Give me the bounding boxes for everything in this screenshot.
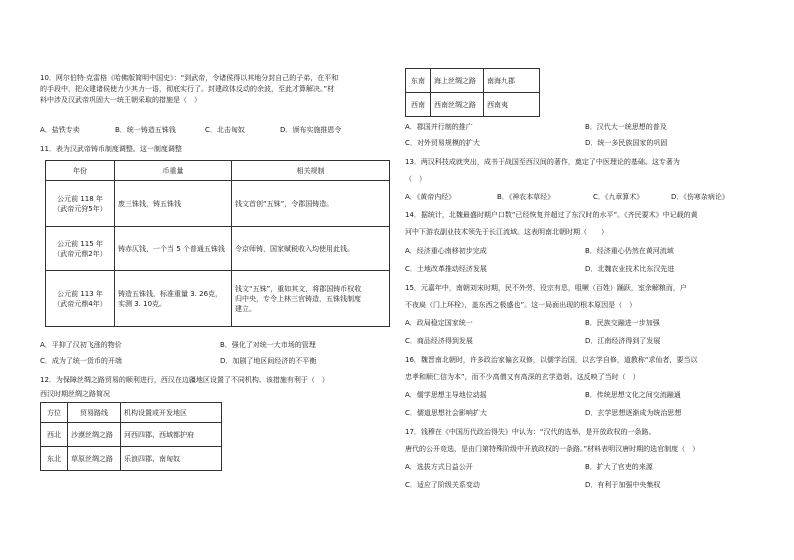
table-row xyxy=(46,271,390,327)
q13-option-a: A．《黄帝内经》 xyxy=(405,193,456,201)
table-row xyxy=(46,181,390,227)
table-row xyxy=(41,447,222,471)
q11-row2-coin: 铸赤仄钱，一个当 5 个普通五铢钱 xyxy=(115,227,232,271)
q13-stem-line2: （ ） xyxy=(405,175,426,183)
q14-option-b: B．经济重心仍然在黄河流域 xyxy=(585,247,674,255)
q12-row1-institution: 河西四郡、西域都护府 xyxy=(121,423,222,447)
q14-option-c: C．土地改革推动经济发展 xyxy=(405,265,487,273)
q11-row3-year1: 公元前 113 年 xyxy=(57,289,103,298)
q15-option-c: C．商品经济得到发展 xyxy=(405,337,473,345)
q15-option-b: B．民族交融进一步加强 xyxy=(585,319,660,327)
q11-option-a: A．平抑了汉初飞涨的物价 xyxy=(40,341,122,349)
q12-header-institution: 机构设置或开发地区 xyxy=(121,403,222,423)
q16-option-d: D．玄学思想逐渐成为统治思想 xyxy=(585,409,682,417)
q16-stem-line2: 忠孝和顺仁信为本”，而不少高僧又有高深的玄学造诣。这反映了当时（ ） xyxy=(405,373,640,381)
q11-row3-rule1: 钱文“五铢”，重如其文，将郡国铸币权收 xyxy=(235,284,362,293)
q16-stem-line1: 16．魏晋南北朝时，许多政治家偏玄双修，以儒学治国，以玄学自修，道教称“求仙者，要当以 xyxy=(405,356,698,364)
q12-stem-line2: 西汉时期丝绸之路简况 xyxy=(40,390,110,398)
q12-row3-route: 海上丝绸之路 xyxy=(431,69,484,93)
q11-header-year: 年份 xyxy=(46,161,115,181)
q10-option-b: B．统一铸造五铢钱 xyxy=(115,126,176,134)
q14-option-a: A．经济重心南移初步完成 xyxy=(405,247,487,255)
q12-row2-direction: 东北 xyxy=(41,447,68,471)
q14-stem-line2: 河中下游农副业技术领先于长江流域。这表明南北朝时期（ ） xyxy=(405,228,608,236)
q12-row4-institution: 西南夷 xyxy=(484,93,540,117)
q13-option-d: D．《伤寒杂病论》 xyxy=(671,193,729,201)
q14-stem-line1: 14．据统计，北魏最盛时期户口数“已经恢复并超过了东汉时的水平”。《齐民要术》中记载的黄 xyxy=(405,211,698,219)
q16-option-c: C．儒道思想社会影响扩大 xyxy=(405,409,487,417)
q17-option-d: D．有利于加强中央集权 xyxy=(585,481,661,489)
q17-option-b: B．扩大了官吏的来源 xyxy=(585,463,653,471)
q10-stem-line3: 料中涉及汉武帝巩固大一统王朝采取的措施是（ ） xyxy=(40,96,201,104)
q12-row4-route: 西南丝绸之路 xyxy=(431,93,484,117)
q16-option-b: B．传统思想文化之间交流融通 xyxy=(585,391,681,399)
q11-row3-rule3: 建立。 xyxy=(235,304,256,313)
q12-row1-direction: 西北 xyxy=(41,423,68,447)
q11-coin-table xyxy=(45,160,390,327)
q11-row2-year1: 公元前 115 年 xyxy=(57,239,103,248)
q11-row2-year2: （武帝元鼎2年） xyxy=(53,249,107,258)
q12-stem-line1: 12．为保障丝绸之路贸易的顺利进行，西汉在边疆地区设置了不同机构。该措施有利于（ ） xyxy=(40,376,329,384)
q11-row1-rule: 钱文首创“五铢”，令郡国铸造。 xyxy=(232,181,390,227)
q12-row2-institution: 乐浪四郡、南匈奴 xyxy=(121,447,222,471)
q11-row1-year2: （武帝元狩5年） xyxy=(53,204,107,213)
q11-stem: 11．表为汉武帝铸币制度调整。这一制度调整 xyxy=(40,145,182,153)
q12-option-d: D．统一多民族国家的巩固 xyxy=(585,139,668,147)
q10-stem-line1: 10．网尔伯特·克雷格《哈佛版简明中国史》：“到武帝，令诸侯得以其地分封自己的子弟，在平和 xyxy=(40,74,339,82)
q13-option-b: B．《神农本草经》 xyxy=(497,193,555,201)
q11-option-c: C．成为了统一货币的开端 xyxy=(40,357,122,365)
q10-option-c: C．北击匈奴 xyxy=(205,126,245,134)
q12-option-b: B．汉代大一统思想的普及 xyxy=(585,123,667,131)
q12-row3-institution: 南海九郡 xyxy=(484,69,540,93)
q12-row1-route: 沙漠丝绸之路 xyxy=(68,423,121,447)
q17-stem-line1: 17．钱穆在《中国历代政治得失》中认为：“汉代的选举，是开放政权的一条路。 xyxy=(405,428,656,436)
q15-stem-line1: 15．元嘉年中，南朝刘宋时期，民不外劳，役宗有息，咀噘（百姓）踊跃，室余解粮而，户 xyxy=(405,284,687,292)
q11-row1-year1: 公元前 118 年 xyxy=(57,194,103,203)
q11-row2-rule: 令京师铸，国家赋税收入均使用此钱。 xyxy=(232,227,390,271)
q12-option-a: A．郡国并行制的推广 xyxy=(405,123,473,131)
q12-row3-direction: 东南 xyxy=(406,69,431,93)
q11-option-d: D．加剧了地区间经济的不平衡 xyxy=(220,357,317,365)
q12-silk-road-table-right xyxy=(405,68,540,117)
q12-row2-route: 草原丝绸之路 xyxy=(68,447,121,471)
q15-stem-line2: 不夜扃（门上环栓），盖东西之极盛也”。这一局面出现的根本原因是（ ） xyxy=(405,301,637,309)
table-row xyxy=(46,227,390,271)
q11-row3-year2: （武帝元鼎4年） xyxy=(53,299,107,308)
q10-stem-line2: 的手段中，把众建诸侯使力少其力一语，彻底实行了。封建政体反动的余波，至此才算解决。”材 xyxy=(40,85,335,93)
q17-stem-line2: 唐代的公开竞选，是由门第特殊阶级中开放政权的一条路。”材料表明汉唐时期的选官制度（ ） xyxy=(405,445,700,453)
table-row xyxy=(406,93,540,117)
q13-stem-line1: 13．两汉科技成就突出，成书于战国至西汉间的著作，奠定了中医理论的基础。这专著为 xyxy=(405,158,680,166)
q16-option-a: A．儒学思想主导地位动摇 xyxy=(405,391,487,399)
q11-header-weight: 币重量 xyxy=(115,161,232,181)
q12-option-c: C．对外贸易规模的扩大 xyxy=(405,139,480,147)
q15-option-d: D．江南经济得到了发展 xyxy=(585,337,661,345)
q11-row1-coin: 废三铢钱，铸五铢钱 xyxy=(115,181,232,227)
q11-option-b: B．强化了对统一大市场的管理 xyxy=(220,341,316,349)
q12-row4-direction: 西南 xyxy=(406,93,431,117)
q12-silk-road-table-left xyxy=(40,402,222,471)
q13-option-c: C．《九章算术》 xyxy=(593,193,644,201)
q10-option-a: A．盐铁专卖 xyxy=(40,126,80,134)
q10-option-d: D．颁布实施推恩令 xyxy=(280,126,342,134)
q11-row3-coin: 铸造五铢钱，标准重量 3. 26克，实测 3. 10克。 xyxy=(115,271,232,327)
q17-option-c: C．适应了阶级关系变动 xyxy=(405,481,480,489)
q11-row3-rule2: 归中央，专令上林三官铸造，五铢钱制度 xyxy=(235,294,361,303)
table-row xyxy=(406,69,540,93)
q11-header-rule: 相关规制 xyxy=(232,161,390,181)
q12-header-direction: 方位 xyxy=(41,403,68,423)
table-row xyxy=(41,423,222,447)
q15-option-a: A．政局稳定国家统一 xyxy=(405,319,473,327)
q12-header-route: 贸易路线 xyxy=(68,403,121,423)
q14-option-d: D．北魏农业技术比东汉先进 xyxy=(585,265,675,273)
q17-option-a: A．选拔方式日益公开 xyxy=(405,463,473,471)
